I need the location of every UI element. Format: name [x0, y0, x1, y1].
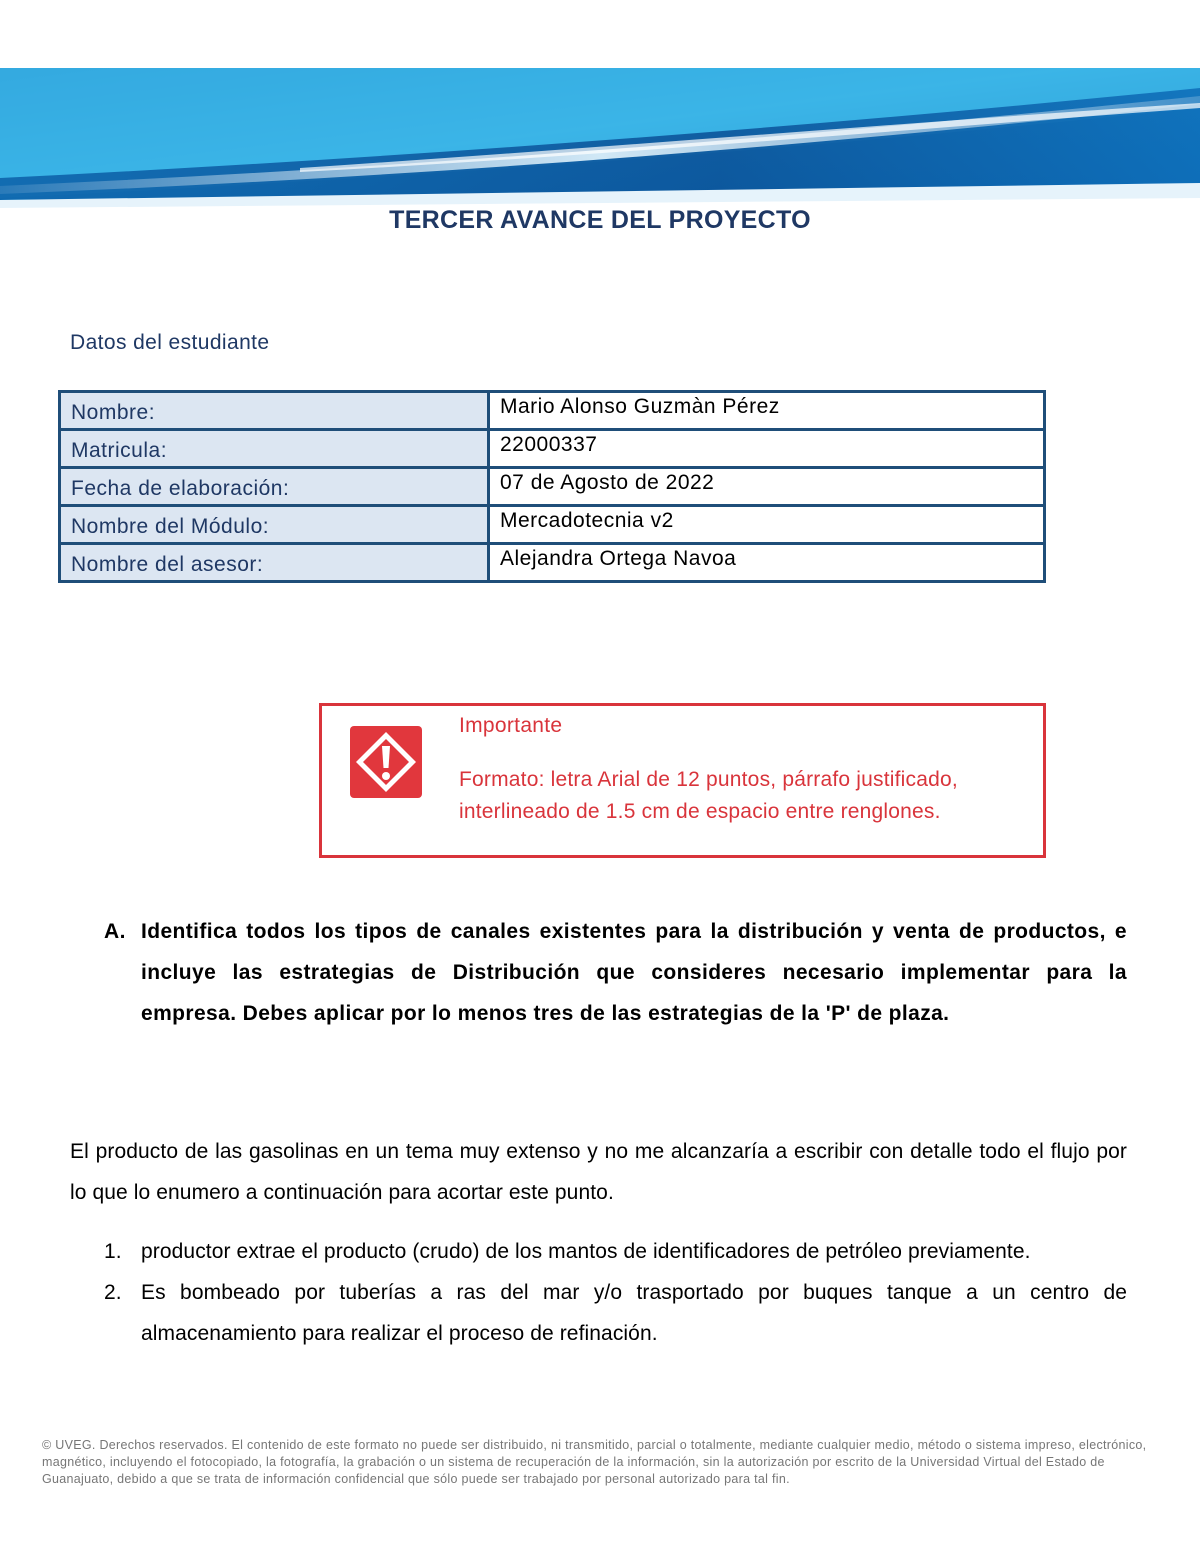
list-item — [104, 1272, 1127, 1354]
field-value: Alejandra Ortega Navoa — [489, 544, 1045, 582]
field-label: Nombre del Módulo: — [60, 506, 489, 544]
section-heading: Datos del estudiante — [70, 331, 270, 354]
field-value: 07 de Agosto de 2022 — [489, 468, 1045, 506]
question-marker: A. — [104, 920, 126, 943]
field-label: Matricula: — [60, 430, 489, 468]
important-text: Formato: letra Arial de 12 puntos, párrafo justificado, interlineado de 1.5 cm de espacio entre renglones. — [459, 768, 958, 823]
list-number: 2. — [104, 1281, 122, 1304]
steps-list — [104, 1231, 1127, 1354]
field-value: Mario Alonso Guzmàn Pérez — [489, 392, 1045, 430]
field-value: 22000337 — [489, 430, 1045, 468]
header-banner — [0, 68, 1200, 216]
important-notice — [319, 703, 1046, 858]
question-a — [104, 911, 1127, 1034]
list-text: Es bombeado por tuberías a ras del mar y/o trasportado por buques tanque a un centro de almacenamiento para realizar el proceso de refinación. — [141, 1281, 1127, 1345]
question-text: Identifica todos los tipos de canales existentes para la distribución y venta de productos, e incluye las estrategias de Distribución que consideres necesario implementar para la empresa. Debes aplicar por lo menos tres de las estrategias de la 'P' de plaza. — [141, 920, 1127, 1025]
important-title: Importante — [459, 714, 563, 737]
field-label: Nombre: — [60, 392, 489, 430]
list-item — [104, 1231, 1127, 1272]
field-label: Fecha de elaboración: — [60, 468, 489, 506]
list-text: productor extrae el producto (crudo) de los mantos de identificadores de petróleo previamente. — [141, 1240, 1031, 1263]
field-value: Mercadotecnia v2 — [489, 506, 1045, 544]
page-title: TERCER AVANCE DEL PROYECTO — [389, 206, 811, 234]
table-row — [60, 392, 1045, 430]
field-label: Nombre del asesor: — [60, 544, 489, 582]
table-row — [60, 544, 1045, 582]
body-paragraph: El producto de las gasolinas en un tema muy extenso y no me alcanzaría a escribir con detalle todo el flujo por lo que lo enumero a continuación para acortar este punto. — [70, 1140, 1127, 1204]
table-row — [60, 468, 1045, 506]
copyright-footer: © UVEG. Derechos reservados. El contenido de este formato no puede ser distribuido, ni transmitido, parcial o totalmente, mediante cualquier medio, método o sistema impreso, electrónico, magnético, incluyendo el fotocopiado, la fotografía, la grabación o un sistema de recuperación de la información, sin la autorización por escrito de la Universidad Virtual del Estado de Guanajuato, debido a que se trata de información confidencial que sólo puede ser trabajado por personal autorizado para tal fin. — [42, 1438, 1147, 1486]
student-data-table — [58, 390, 1046, 583]
warning-icon — [350, 726, 422, 798]
table-row — [60, 430, 1045, 468]
list-number: 1. — [104, 1240, 122, 1263]
table-row — [60, 506, 1045, 544]
